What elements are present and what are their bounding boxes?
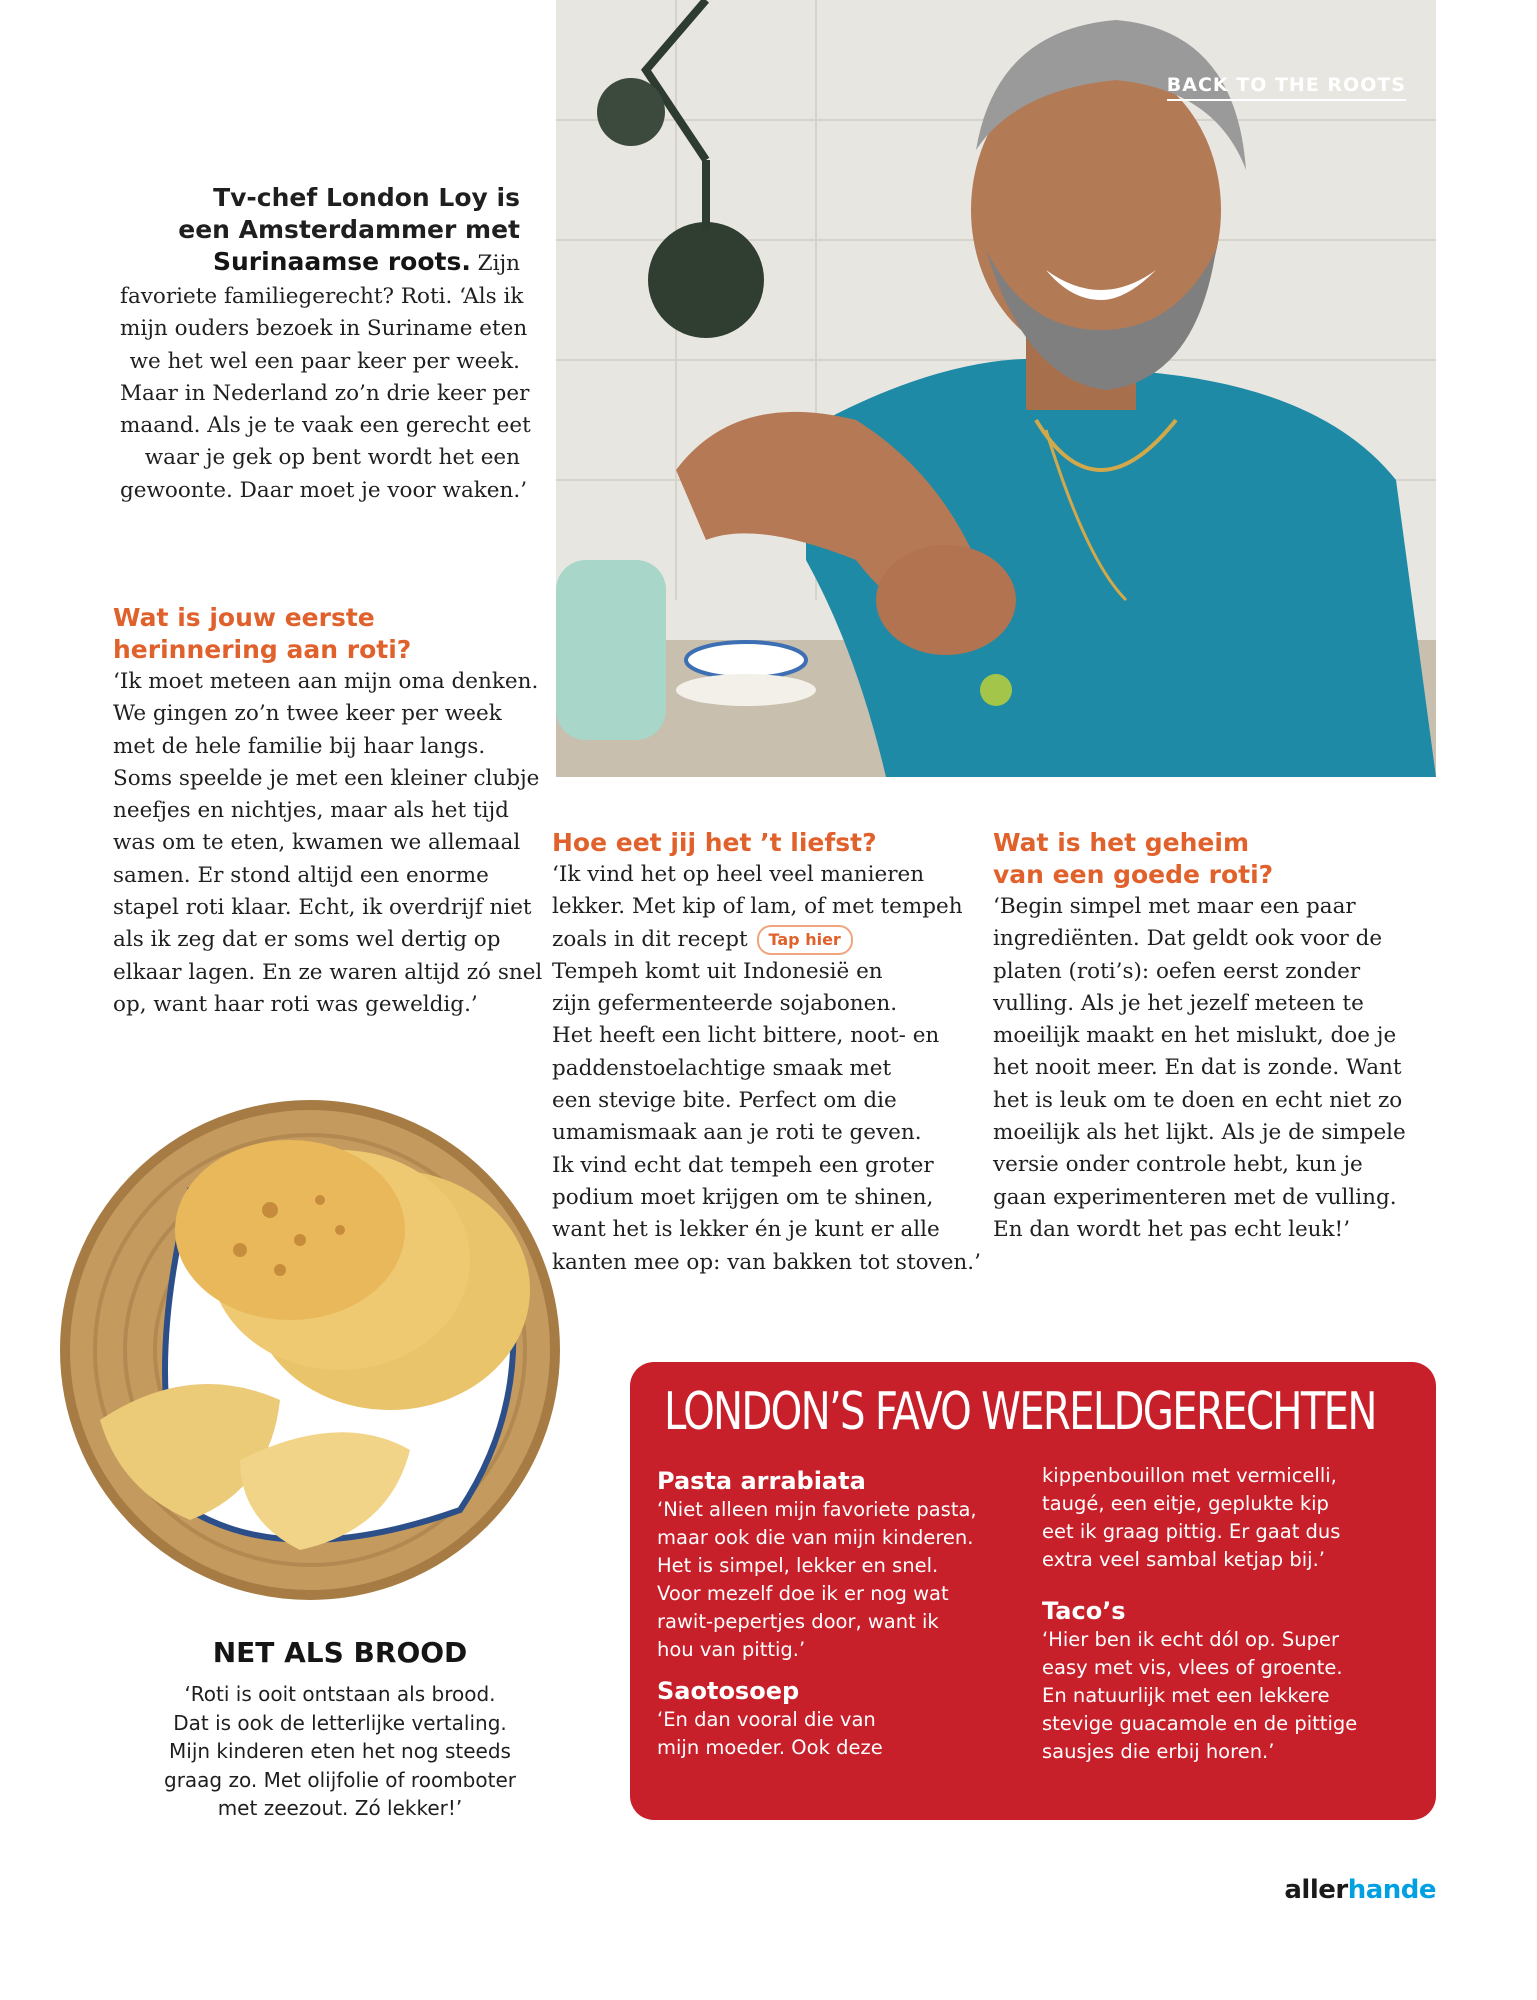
question-3-line-1: Wat is het geheim	[993, 828, 1249, 857]
intro-after-bold: Zijn	[470, 251, 520, 276]
dish-text-line: maar ook die van mijn kinderen.	[657, 1526, 974, 1549]
answer-line: ‘Begin simpel met maar een paar	[993, 894, 1356, 919]
roti-caption-line: graag zo. Met olijfolie of roomboter	[164, 1767, 516, 1792]
question-2-line-1: Hoe eet jij het ’t liefst?	[552, 828, 877, 857]
dish-text-line: easy met vis, vlees of groente.	[1042, 1656, 1343, 1679]
roti-caption-line: met zeezout. Zó lekker!’	[217, 1796, 463, 1820]
intro-line: Maar in Nederland zo’n drie keer per	[120, 380, 530, 406]
answer-line: gaan experimenteren met de vulling.	[993, 1184, 1397, 1210]
question-3-answer	[993, 891, 1433, 1246]
answer-line: als ik zeg dat er soms wel dertig op	[113, 927, 501, 953]
dish-text-line: hou van pittig.’	[657, 1638, 806, 1661]
question-3-block	[993, 827, 1433, 1246]
dish-heading-tacos: Taco’s	[1042, 1597, 1126, 1625]
answer-line: moeilijk als het lijkt. Als je de simpele	[993, 1120, 1406, 1146]
answer-line: Tempeh komt uit Indonesië en	[552, 958, 883, 984]
answer-line: want het is lekker én je kunt er alle	[552, 1217, 940, 1243]
dish-text-line: Voor mezelf doe ik er nog wat	[657, 1582, 949, 1605]
brand-part-2: hande	[1347, 1875, 1436, 1905]
answer-line: platen (roti’s): oefen eerst zonder	[993, 958, 1361, 984]
dish-text-line: rawit-pepertjes door, want ik	[657, 1610, 939, 1633]
answer-line: moeilijk maakt en het mislukt, doe je	[993, 1023, 1397, 1049]
dish-text-line: extra veel sambal ketjap bij.’	[1042, 1548, 1325, 1571]
answer-line: ‘Ik moet meteen aan mijn oma denken.	[113, 669, 539, 694]
dish-text-line: sausjes die erbij horen.’	[1042, 1740, 1275, 1763]
question-3-heading	[993, 827, 1433, 891]
roti-caption-text	[100, 1680, 580, 1823]
dish-text-line: eet ik graag pittig. Er gaat dus	[1042, 1520, 1341, 1543]
roti-caption-line: ‘Roti is ooit ontstaan als brood.	[184, 1682, 496, 1706]
intro-bold-line-1: Tv-chef London Loy is	[213, 183, 520, 212]
answer-line: op, want haar roti was geweldig.’	[113, 991, 478, 1017]
roti-illustration	[40, 1090, 560, 1610]
dish-text-saotosoep	[657, 1706, 1027, 1762]
dish-text-line: kippenbouillon met vermicelli,	[1042, 1464, 1337, 1487]
dish-heading-saotosoep: Saotosoep	[657, 1677, 800, 1705]
intro-line: gewoonte. Daar moet je voor waken.’	[120, 477, 528, 503]
intro-bold-end: Surinaamse roots.	[212, 247, 471, 276]
intro-line: maand. Als je te vaak een gerecht eet	[120, 413, 531, 439]
answer-line: elkaar lagen. En ze waren altijd zó snel	[113, 959, 543, 985]
roti-caption-line: Mijn kinderen eten het nog steeds	[169, 1739, 511, 1763]
answer-line: Ik vind echt dat tempeh een groter	[552, 1152, 934, 1178]
question-2-answer	[552, 859, 992, 1279]
answer-line: samen. Er stond altijd een enorme	[113, 862, 489, 888]
question-1-line-1: Wat is jouw eerste	[113, 603, 375, 632]
roti-caption-line: Dat is ook de letterlijke vertaling.	[173, 1710, 507, 1735]
intro-line: favoriete familiegerecht? Roti. ‘Als ik	[120, 284, 524, 309]
favorite-dishes-box	[630, 1362, 1436, 1820]
question-2-block	[552, 827, 992, 1279]
answer-line: We gingen zo’n twee keer per week	[113, 701, 502, 727]
answer-line: een stevige bite. Perfect om die	[552, 1088, 897, 1114]
dish-text-tacos	[1042, 1626, 1422, 1766]
dish-text-pasta	[657, 1496, 1027, 1664]
dish-text-line: stevige guacamole en de pittige	[1042, 1712, 1358, 1735]
answer-line: versie onder controle hebt, kun je	[993, 1152, 1363, 1178]
question-3-line-2: van een goede roti?	[993, 860, 1274, 889]
question-1-block	[113, 602, 543, 1021]
chef-photo	[556, 0, 1436, 777]
answer-line: ingrediënten. Dat geldt ook voor de	[993, 926, 1383, 952]
dish-text-line: En natuurlijk met een lekkere	[1042, 1684, 1330, 1707]
intro-line: mijn ouders bezoek in Suriname eten	[120, 316, 528, 342]
dish-text-line: ‘En dan vooral die van	[657, 1708, 876, 1731]
tap-here-button[interactable]: Tap hier	[757, 925, 853, 955]
dish-text-line: ‘Hier ben ik echt dól op. Super	[1042, 1628, 1340, 1651]
intro-paragraph	[120, 182, 531, 507]
intro-line: we het wel een paar keer per week.	[129, 348, 520, 374]
dish-text-line: Het is simpel, lekker en snel.	[657, 1554, 939, 1577]
answer-line: En dan wordt het pas echt leuk!’	[993, 1216, 1351, 1242]
answer-line: kanten mee op: van bakken tot stoven.’	[552, 1249, 981, 1275]
answer-line: stapel roti klaar. Echt, ik overdrijf niet	[113, 895, 532, 921]
answer-line: met de hele familie bij haar langs.	[113, 733, 486, 759]
answer-line: Soms speelde je met een kleiner clubje	[113, 765, 540, 791]
roti-caption-title: NET ALS BROOD	[212, 1636, 468, 1669]
dish-text-saotosoep-cont	[1042, 1462, 1422, 1574]
roti-basket-photo	[40, 1090, 560, 1610]
answer-line: neefjes en nichtjes, maar als het tijd	[113, 798, 509, 824]
brand-part-1: aller	[1284, 1875, 1348, 1905]
dish-text-line: ‘Niet alleen mijn favoriete pasta,	[657, 1498, 977, 1521]
answer-line: paddenstoelachtige smaak met	[552, 1055, 892, 1081]
answer-line: ‘Ik vind het op heel veel manieren	[552, 862, 925, 887]
dish-heading-pasta: Pasta arrabiata	[657, 1467, 866, 1495]
dish-text-line: mijn moeder. Ook deze	[657, 1736, 883, 1759]
answer-line: vulling. Als je het jezelf meteen te	[993, 990, 1364, 1016]
dish-text-line: taugé, een eitje, geplukte kip	[1042, 1492, 1329, 1515]
question-1-line-2: herinnering aan roti?	[113, 635, 412, 664]
answer-inline-text: zoals in dit recept	[552, 926, 748, 952]
answer-line: Het heeft een licht bittere, noot- en	[552, 1023, 940, 1049]
answer-line: umamismaak aan je roti te geven.	[552, 1120, 922, 1146]
intro-bold-line-2: een Amsterdammer met	[178, 215, 520, 244]
box-title: LONDON’S FAVO WERELDGERECHTEN	[664, 1382, 1376, 1442]
question-1-heading	[113, 602, 533, 666]
section-kicker[interactable]: BACK TO THE ROOTS	[1167, 74, 1406, 101]
answer-line: was om te eten, kwamen we allemaal	[113, 830, 521, 856]
question-2-heading	[552, 827, 992, 859]
answer-line: zijn gefermenteerde sojabonen.	[552, 991, 898, 1017]
answer-line-with-link	[552, 924, 992, 956]
answer-line: podium moet krijgen om te shinen,	[552, 1184, 934, 1210]
box-column-2	[1042, 1462, 1422, 1766]
answer-line: het is leuk om te doen en echt niet zo	[993, 1087, 1403, 1113]
brand-logo[interactable]	[1284, 1875, 1436, 1905]
intro-line: waar je gek op bent wordt het een	[144, 445, 520, 471]
question-1-answer	[113, 666, 543, 1021]
chef-illustration	[556, 0, 1436, 777]
answer-line: lekker. Met kip of lam, of met tempeh	[552, 894, 963, 920]
box-column-1	[657, 1466, 1027, 1762]
answer-line: het nooit meer. En dat is zonde. Want	[993, 1055, 1402, 1081]
